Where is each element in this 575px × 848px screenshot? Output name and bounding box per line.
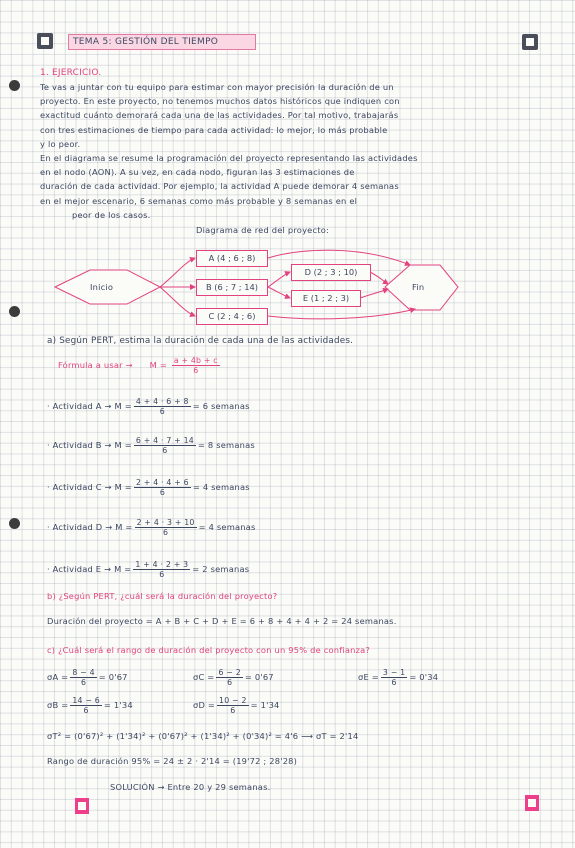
sigma-denominator: 6 [227, 678, 233, 687]
intro-line: con tres estimaciones de tiempo para cada actividad: lo mejor, lo más probable [40, 124, 388, 135]
pert-row-numerator: 6 + 4 · 7 + 14 [135, 436, 194, 445]
pert-row-numerator: 1 + 4 · 2 + 3 [135, 560, 189, 569]
sigma-label: σB = [47, 700, 69, 710]
sigma-numerator: 6 − 2 [218, 668, 241, 677]
pert-row-fraction [134, 436, 196, 455]
intro-line: exactitud cuánto demorará cada una de las actividades. Por tal motivo, trabajarás [40, 110, 399, 121]
sigma-numerator: 3 − 1 [382, 668, 406, 677]
pert-row-denominator: 6 [159, 407, 165, 416]
pert-row-result: = 2 semanas [192, 564, 250, 574]
page-title: TEMA 5: GESTIÓN DEL TIEMPO [68, 34, 256, 50]
formula-fraction [172, 356, 220, 375]
sigma-item [193, 668, 274, 687]
node-start: Inicio [90, 282, 114, 292]
node-activity-d: D (2 ; 3 ; 10) [291, 264, 371, 281]
total-variance: σT² = (0'67)² + (1'34)² + (0'67)² + (1'34)² + (0'34)² = 4'6 ⟶ σT = 2'14 [47, 731, 359, 741]
node-activity-b: B (6 ; 7 ; 14) [196, 279, 268, 296]
intro-line: en el nodo (AON). A su vez, en cada nodo, figuran las 3 estimaciones de [40, 167, 355, 178]
pert-row [47, 560, 249, 579]
sigma-result: = 0'67 [244, 672, 274, 682]
pert-row [47, 518, 256, 537]
sigma-result: = 1'34 [250, 700, 280, 710]
diagram-caption: Diagrama de red del proyecto: [196, 225, 329, 235]
pert-row-fraction [134, 478, 191, 497]
pert-row-result: = 8 semanas [197, 440, 255, 450]
sigma-item [193, 696, 280, 715]
pert-row-label: · Actividad A → M = [47, 401, 132, 411]
pert-row-result: = 6 semanas [192, 401, 250, 411]
pert-row-result: = 4 semanas [198, 522, 256, 532]
node-activity-a: A (4 ; 6 ; 8) [196, 250, 268, 267]
pert-row-fraction [135, 518, 197, 537]
node-end: Fin [412, 282, 425, 292]
pert-row-numerator: 2 + 4 · 3 + 10 [136, 518, 195, 527]
intro-line: Te vas a juntar con tu equipo para estimar con mayor precisión la duración de un [40, 82, 394, 92]
sigma-denominator: 6 [83, 706, 89, 715]
formula-lhs: M = [149, 360, 167, 370]
exercise-heading: 1. EJERCICIO. [40, 68, 102, 78]
pert-row-label: · Actividad C → M = [47, 482, 132, 492]
formula-label: Fórmula a usar → [58, 360, 133, 370]
intro-line: duración de cada actividad. Por ejemplo, la actividad A puede demorar 4 semanas [40, 181, 399, 192]
question-b: b) ¿Según PERT, ¿cuál será la duración del proyecto? [47, 591, 278, 601]
pert-row-label: · Actividad D → M = [47, 522, 133, 532]
sigma-label: σD = [193, 700, 216, 710]
question-c: c) ¿Cuál será el rango de duración del proyecto con un 95% de confianza? [47, 645, 371, 655]
sigma-denominator: 6 [80, 678, 87, 687]
sigma-fraction [381, 668, 407, 687]
node-activity-c: C (2 ; 4 ; 6) [196, 308, 268, 325]
sigma-item [47, 696, 133, 715]
intro-line: y lo peor. [40, 138, 81, 149]
sigma-result: = 1'34 [103, 700, 133, 710]
pert-row-numerator: 2 + 4 · 4 + 6 [135, 478, 189, 487]
pert-row [47, 478, 250, 497]
sigma-result: = 0'34 [409, 672, 439, 682]
pert-row-fraction [133, 560, 190, 579]
pert-row-numerator: 4 + 4 · 6 + 8 [135, 397, 189, 406]
sigma-item [47, 668, 128, 687]
sigma-item [358, 668, 438, 687]
formula-line [58, 356, 222, 375]
question-a: a) Según PERT, estima la duración de cada una de las actividades. [47, 336, 354, 346]
intro-line: peor de los casos. [72, 209, 151, 220]
pert-row-result: = 4 semanas [192, 482, 250, 492]
confidence-range: Rango de duración 95% = 24 ± 2 · 2'14 = (19'72 ; 28'28) [47, 756, 298, 766]
intro-line: proyecto. En este proyecto, no tenemos muchos datos históricos que indiquen con [40, 96, 400, 107]
sigma-denominator: 6 [230, 706, 236, 715]
sigma-label: σC = [193, 672, 215, 682]
node-activity-e: E (1 ; 2 ; 3) [291, 290, 361, 307]
sigma-result: = 0'67 [98, 672, 128, 682]
pert-row [47, 436, 255, 455]
sigma-fraction [70, 668, 96, 687]
sigma-label: σA = [47, 672, 69, 682]
sigma-fraction [70, 696, 102, 715]
pert-row-label: · Actividad E → M = [47, 564, 132, 574]
solution: SOLUCIÓN → Entre 20 y 29 semanas. [110, 782, 271, 792]
sigma-denominator: 6 [391, 678, 397, 687]
pert-row-label: · Actividad B → M = [47, 440, 132, 450]
sigma-label: σE = [358, 672, 379, 682]
pert-row-fraction [134, 397, 191, 416]
answer-b: Duración del proyecto = A + B + C + D + E = 6 + 8 + 4 + 4 + 2 = 24 semanas. [47, 616, 397, 626]
formula-numerator: a + 4b + c [173, 356, 218, 365]
pert-row-denominator: 6 [159, 488, 165, 497]
pert-row-denominator: 6 [162, 528, 169, 537]
formula-denominator: 6 [193, 366, 199, 375]
sigma-fraction [217, 696, 249, 715]
intro-line: en el mejor escenario, 6 semanas como más probable y 8 semanas en el [40, 195, 358, 206]
pert-row-denominator: 6 [159, 570, 165, 579]
intro-line: En el diagrama se resume la programación del proyecto representando las actividades [40, 153, 418, 163]
sigma-numerator: 8 − 4 [72, 668, 95, 677]
sigma-numerator: 10 − 2 [219, 696, 247, 705]
pert-row [47, 397, 250, 416]
pert-row-denominator: 6 [162, 446, 168, 455]
sigma-numerator: 14 − 6 [72, 696, 100, 705]
sigma-fraction [216, 668, 242, 687]
